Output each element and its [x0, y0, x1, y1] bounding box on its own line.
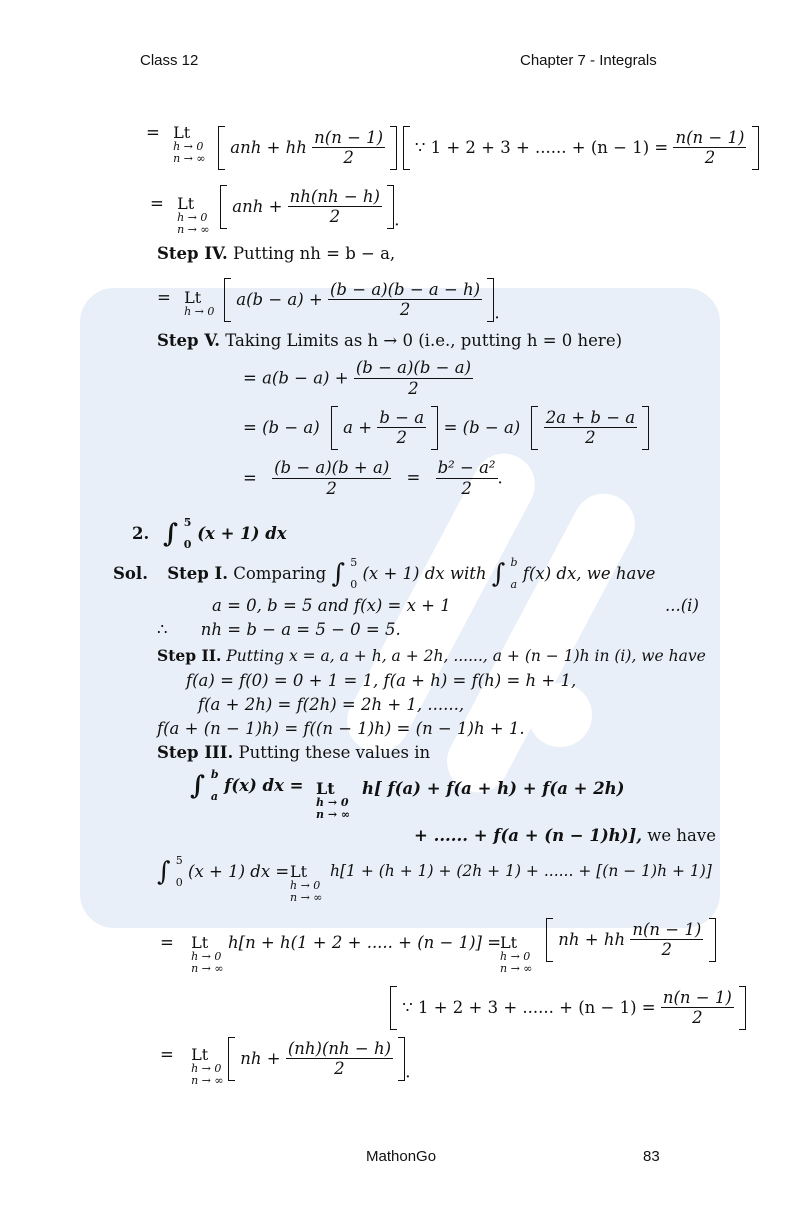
header-class: Class 12 — [140, 52, 199, 69]
line-3-bracket: a(b − a) + $\frac{(b - a)(b - a - h)}{2}$ . — [224, 278, 500, 322]
page-number: 83 — [643, 1148, 660, 1165]
line-14-limit: Lt h → 0 n → ∞ — [290, 862, 323, 904]
question-2: 2. ∫ 5 0 (x + 1) dx — [132, 516, 287, 551]
line-12-limit: Lt h → 0 n → ∞ — [316, 779, 351, 821]
line-9: f(a) = f(0) = 0 + 1 = 1, f(a + h) = f(h) = h + 1, — [186, 671, 577, 690]
footer-brand: MathonGo — [366, 1148, 437, 1165]
line-1: = Lt h → 0 n → ∞ — [146, 123, 206, 165]
equation-ref-i: ...(i) — [665, 596, 699, 615]
line-15-bracket: nh + hh $\frac{n(n - 1)}{2}$ — [546, 918, 716, 962]
line-7: a = 0, b = 5 and f(x) = x + 1 — [212, 596, 451, 615]
line-2: = Lt h → 0 n → ∞ — [150, 194, 210, 236]
line-10: f(a + 2h) = f(2h) = 2h + 1, ......, — [198, 695, 465, 714]
line-6: = $\frac{(b - a)(b + a)}{2}$ = $\frac{\text{b² − a²}}{2}$ . — [243, 458, 503, 498]
line-15-middle: h[n + h(1 + 2 + ..... + (n − 1)] = — [228, 933, 502, 952]
line-2-bracket: anh + $\frac{nh(nh - h)}{2}$ . — [220, 185, 400, 229]
solution-step-1: Sol. Step I. Comparing ∫ 5 0 (x + 1) dx with ∫ b a f(x) dx, we have — [113, 556, 656, 591]
header-chapter: Chapter 7 - Integrals — [520, 52, 657, 69]
limit-op: Lt h → 0 n → ∞ — [173, 123, 206, 165]
step-4: Step IV. Putting nh = b − a, — [157, 244, 396, 263]
line-12: ∫ b a f(x) dx = — [190, 768, 304, 803]
line-14-rhs: h[1 + (h + 1) + (2h + 1) + ...... + [(n − 1)h + 1)] — [330, 862, 712, 880]
line-15-limit: Lt h → 0 n → ∞ — [500, 933, 533, 975]
step-3: Step III. Putting these values in — [157, 743, 431, 762]
line-14: ∫ 5 0 (x + 1) dx = — [157, 854, 290, 889]
line-3: = Lt h → 0 — [157, 288, 215, 318]
line-5: = (b − a) a + $\frac{b - a}{2}$ = (b − a) $\frac{2a + b - a}{2}$ — [243, 406, 649, 450]
line-17-bracket: nh + $\frac{(nh)(nh - h)}{2}$ . — [228, 1037, 411, 1081]
line-17: = Lt h → 0 n → ∞ — [160, 1045, 224, 1087]
line-4: = a(b − a) + $\frac{(b - a)(b - a)}{2}$ — [243, 358, 472, 398]
line-15: = Lt h → 0 n → ∞ — [160, 933, 224, 975]
step-2: Step II. Putting x = a, a + h, a + 2h, ......, a + (n − 1)h in (i), we have — [157, 646, 706, 665]
line-1-bracket: anh + hh $\frac{n(n - 1)}{2}$ ∵ 1 + 2 + 3 + ...... + (n − 1) = $\frac{n(n - 1)}{2}$ — [218, 126, 759, 170]
line-13: + ...... + f(a + (n − 1)h)], we have — [414, 826, 716, 845]
line-12-rhs: h[ f(a) + f(a + h) + f(a + 2h) — [362, 779, 625, 798]
line-8: ∴ nh = b − a = 5 − 0 = 5. — [157, 620, 401, 639]
line-16: ∵ 1 + 2 + 3 + ...... + (n − 1) = $\frac{n(n - 1)}{2}$ — [390, 986, 746, 1030]
step-5: Step V. Taking Limits as h → 0 (i.e., putting h = 0 here) — [157, 331, 623, 350]
watermark-dot — [528, 683, 592, 747]
line-11: f(a + (n − 1)h) = f((n − 1)h) = (n − 1)h + 1. — [157, 719, 525, 738]
